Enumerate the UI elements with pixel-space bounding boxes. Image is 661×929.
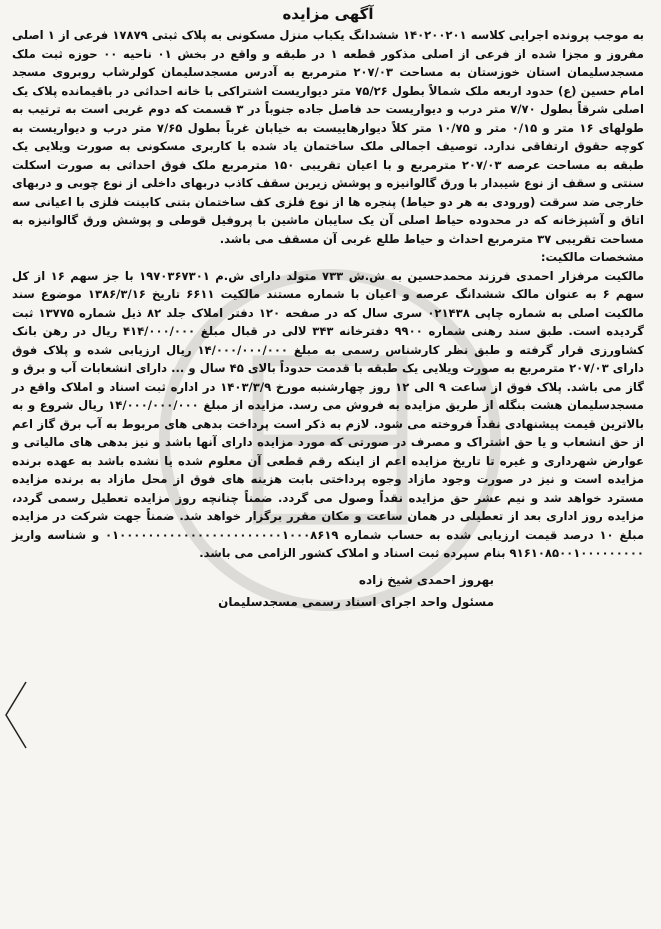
signature-name: بهروز احمدی شیخ زاده: [358, 572, 494, 587]
owner-section-heading: مشخصات مالکیت:: [540, 250, 644, 264]
notice-owner-paragraph: مالکیت مرفزار احمدی فرزند محمدحسین به ش.ش ۷۳۳ متولد دارای ش.م ۱۹۷۰۳۶۷۳۰۱ با جز سهم ۱۶ از کل سهم ۶ به عنوان مالک ششدانگ عرصه و اعیان با شماره مستند مالکیت ۶۶۱۱ تاریخ ۱۳۸۶/۳/۱۶ موضوع سند مالکیت اصلی به شماره چاپی ۰۲۱۴۳۸ سری سال که در صفحه ۱۲۰ دفتر املاک جلد ۸۲ ذیل شماره ۱۳۷۷۵ ثبت گردیده است. طبق سند رهنی شماره ۹۹۰۰ دفترخانه ۳۴۳ لالی در قبال مبلغ ۴۱۴/۰۰۰/۰۰۰ ریال در رهن بانک کشاورزی قرار گرفته و طبق نظر کارشناس رسمی به مبلغ ۱۴/۰۰۰/۰۰۰/۰۰۰ ریال ارزیابی شده و پلاک فوق دارای ۲۰۷/۰۳ مترمربع به صورت ویلایی یک طبقه با قدمت حدوداً بالای ۴۵ سال و ... دارای انشعابات آب و برق و گاز می باشد. پلاک فوق از ساعت ۹ الی ۱۲ روز چهارشنبه مورخ ۱۴۰۳/۳/۹ در اداره ثبت اسناد و املاک واقع در مسجدسلیمان هشت بنگله از طریق مزایده به فروش می رسد. مزایده از مبلغ ۱۴/۰۰۰/۰۰۰/۰۰۰ ریال شروع و به بالاترین قیمت پیشنهادی نقداً فروخته می شود. لازم به ذکر است پرداخت بدهی های مربوط به آب برق گاز اعم از حق انشعاب و یا حق اشتراک و مصرف در صورتی که مورد مزایده دارای آنها باشد و نیز بدهی های مالیاتی و عوارض شهرداری و غیره تا تاریخ مزایده اعم از اینکه رقم قطعی آن معلوم شده یا نشده باشد به عهده برنده مزایده است و نیز در صورت وجود مازاد وجوه پرداختی بابت هزینه های فوق از محل مازاد به برنده مزایده مسترد خواهد شد و نیم عشر حق مزایده نقداً وصول می گردد. ضمناً چنانچه روز مزایده تعطیل رسمی گردد، مزایده روز اداری بعد از تعطیلی در همان ساعت و مکان مقرر برگزار خواهد شد. ضمناً جهت شرکت در مزایده مبلغ ۱۰ درصد قیمت ارزیابی شده به حساب شماره ۰۱۰۰۰۰۰۰۰۰۰۰۰۰۰۰۰۰۰۰۰۰۰۰۰۱۰۰۰۸۶۱۹ و شناسه واریز ۹۱۶۱۰۸۵۰۰۱۰۰۰۰۰۰۰۰۰ بنام سپرده ثبت اسناد و املاک کشور الزامی می باشد.: [12, 268, 645, 560]
notice-page: [12, 4, 644, 922]
signature-block: [12, 569, 644, 613]
signature-title: مسئول واحد اجرای اسناد رسمی مسجدسلیمان: [218, 594, 494, 609]
notice-title: آگهی مزایده: [282, 5, 374, 23]
notice-main-paragraph: به موجب پرونده اجرایی کلاسه ۱۴۰۲۰۰۲۰۱ ششدانگ یکباب منزل مسکونی به پلاک ثبتی ۱۷۸۷۹ فرعی از ۱ اصلی مفروز و مجزا شده از فرعی از اصلی مذکور قطعه ۱ در طبقه و واقع در بخش ۰۱ ناحیه ۰۰ حوزه ثبت ملک مسجدسلیمان استان خوزستان به مساحت ۲۰۷/۰۳ مترمربع به آدرس مسجدسلیمان کولرشاب روبروی مسجد امام حسین (ع) حدود اربعه ملک شمالاً بطول ۷۵/۲۶ متر دیواریست اشتراکی با خانه احداثی در باقیمانده پلاک یک اصلی شرقاً بطول ۷/۷۰ متر درب و دیواریست حد فاصل جاده جنوباً در ۳ قسمت که دوم غربی است به ترتیب به طولهای ۱۶ متر و ۰/۱۵ متر و ۱۰/۷۵ متر کلاً دیوارهاییست به خیابان غرباً بطول ۷/۶۵ متر درب و دیواریست به کوچه حقوق ارتفاقی ندارد. توصیف اجمالی ملک ساختمان یاد شده با کاربری مسکونی به صورت ویلایی یک طبقه به مساحت عرصه ۲۰۷/۰۳ مترمربع و با اعیان تقریبی ۱۵۰ مترمربع ملک فوق احداثی به صورت اسکلت سنتی و سقف از نوع شیبدار با ورق گالوانیزه و پوشش زیرین سقف کاذب دربهای داخلی از نوع چوبی و دربهای خارجی ضد سرقت (ورودی به هر دو حیاط) پنجره ها از نوع فلزی کف ساختمان بتنی کابینت فلزی با اعیانی سه اتاق و آشپزخانه که در محدوده حیاط اصلی آن یک سایبان ماشین با پروفیل قوطی و پوشش ورق گالوانیزه به مساحت تقریبی ۳۷ مترمربع احداث و حیاط طلع غربی آن مسقف می باشد.: [12, 28, 644, 246]
